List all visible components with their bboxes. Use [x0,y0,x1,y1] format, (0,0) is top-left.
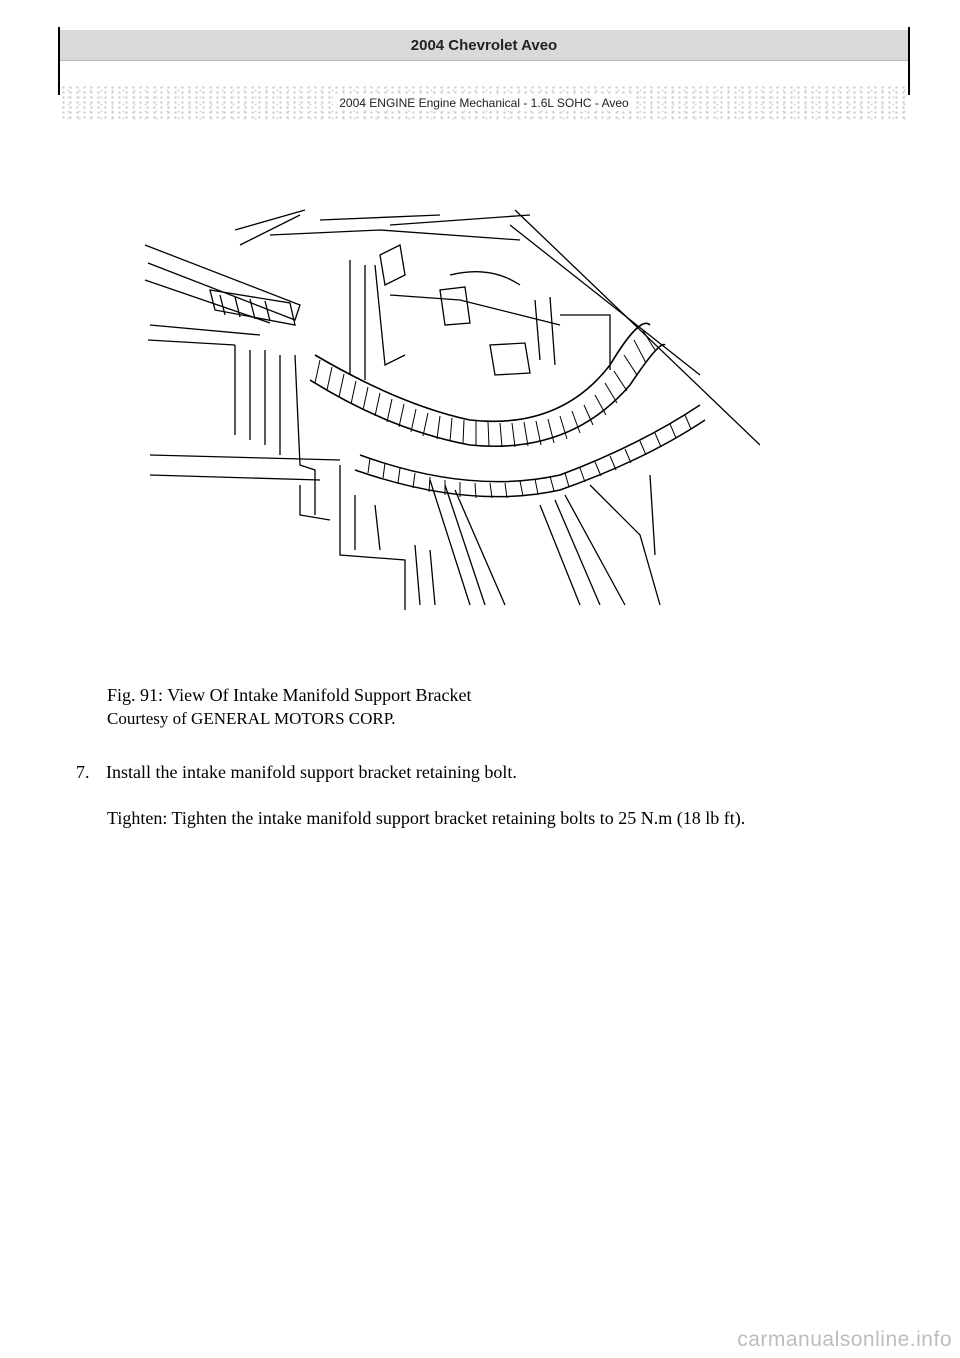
document-subtitle [60,85,908,121]
procedure-step [76,760,517,784]
intake-manifold-bracket-illustration [140,205,760,610]
step-number: 7. [76,762,90,782]
torque-instruction [107,806,897,831]
instruction-text: Tighten the intake manifold support bracket retaining bolts to 25 N.m (18 lb ft). [171,808,746,828]
document-subtitle-text: 2004 ENGINE Engine Mechanical - 1.6L SOHC - Aveo [333,96,634,110]
site-watermark: carmanualsonline.info [737,1328,952,1351]
step-text: Install the intake manifold support bracket retaining bolt. [106,762,517,782]
figure-caption [107,683,472,731]
instruction-label: Tighten: [107,808,168,828]
figure-caption-title: Fig. 91: View Of Intake Manifold Support Bracket [107,685,472,705]
page-header [58,27,910,110]
figure-courtesy: Courtesy of GENERAL MOTORS CORP. [107,709,396,728]
document-title: 2004 Chevrolet Aveo [60,30,908,61]
